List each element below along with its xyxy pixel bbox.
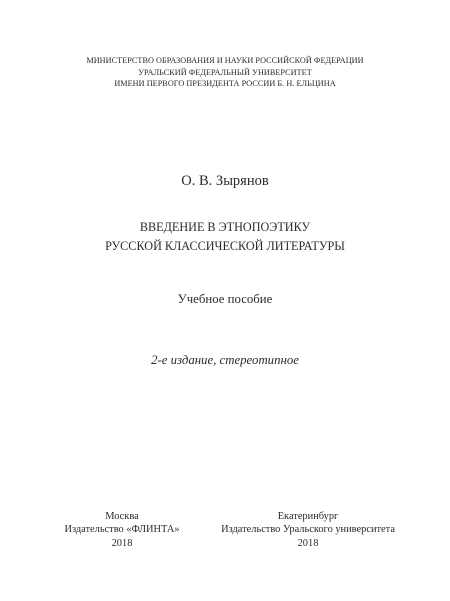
imprint-year: 2018	[297, 537, 319, 549]
university-line: УРАЛЬСКИЙ ФЕДЕРАЛЬНЫЙ УНИВЕРСИТЕТ	[138, 67, 312, 77]
edition-note: 2-е издание, стереотипное	[151, 353, 299, 367]
organization-header	[0, 55, 450, 90]
book-title-line-1: ВВЕДЕНИЕ В ЭТНОПОЭТИКУ	[139, 220, 311, 234]
imprint-publisher: Издательство «ФЛИНТА»	[64, 524, 180, 536]
named-after-line: ИМЕНИ ПЕРВОГО ПРЕЗИДЕНТА РОССИИ Б. Н. ЕЛЬЦИНА	[114, 79, 336, 89]
ministry-line: МИНИСТЕРСТВО ОБРАЗОВАНИЯ И НАУКИ РОССИЙСКОЙ ФЕДЕРАЦИИ	[86, 56, 364, 65]
imprint-city: Екатеринбург	[277, 511, 339, 522]
author-name: О. В. Зырянов	[181, 173, 269, 189]
imprint-yekaterinburg	[208, 510, 408, 550]
book-title-line-2: РУССКОЙ КЛАССИЧЕСКОЙ ЛИТЕРАТУРЫ	[105, 239, 345, 253]
imprint-city: Москва	[105, 511, 139, 522]
imprint-year: 2018	[111, 537, 133, 549]
imprint-moscow	[62, 510, 182, 550]
imprint-publisher: Издательство Уральского университета	[221, 524, 395, 536]
book-title	[0, 218, 450, 256]
book-subtitle: Учебное пособие	[177, 292, 273, 306]
